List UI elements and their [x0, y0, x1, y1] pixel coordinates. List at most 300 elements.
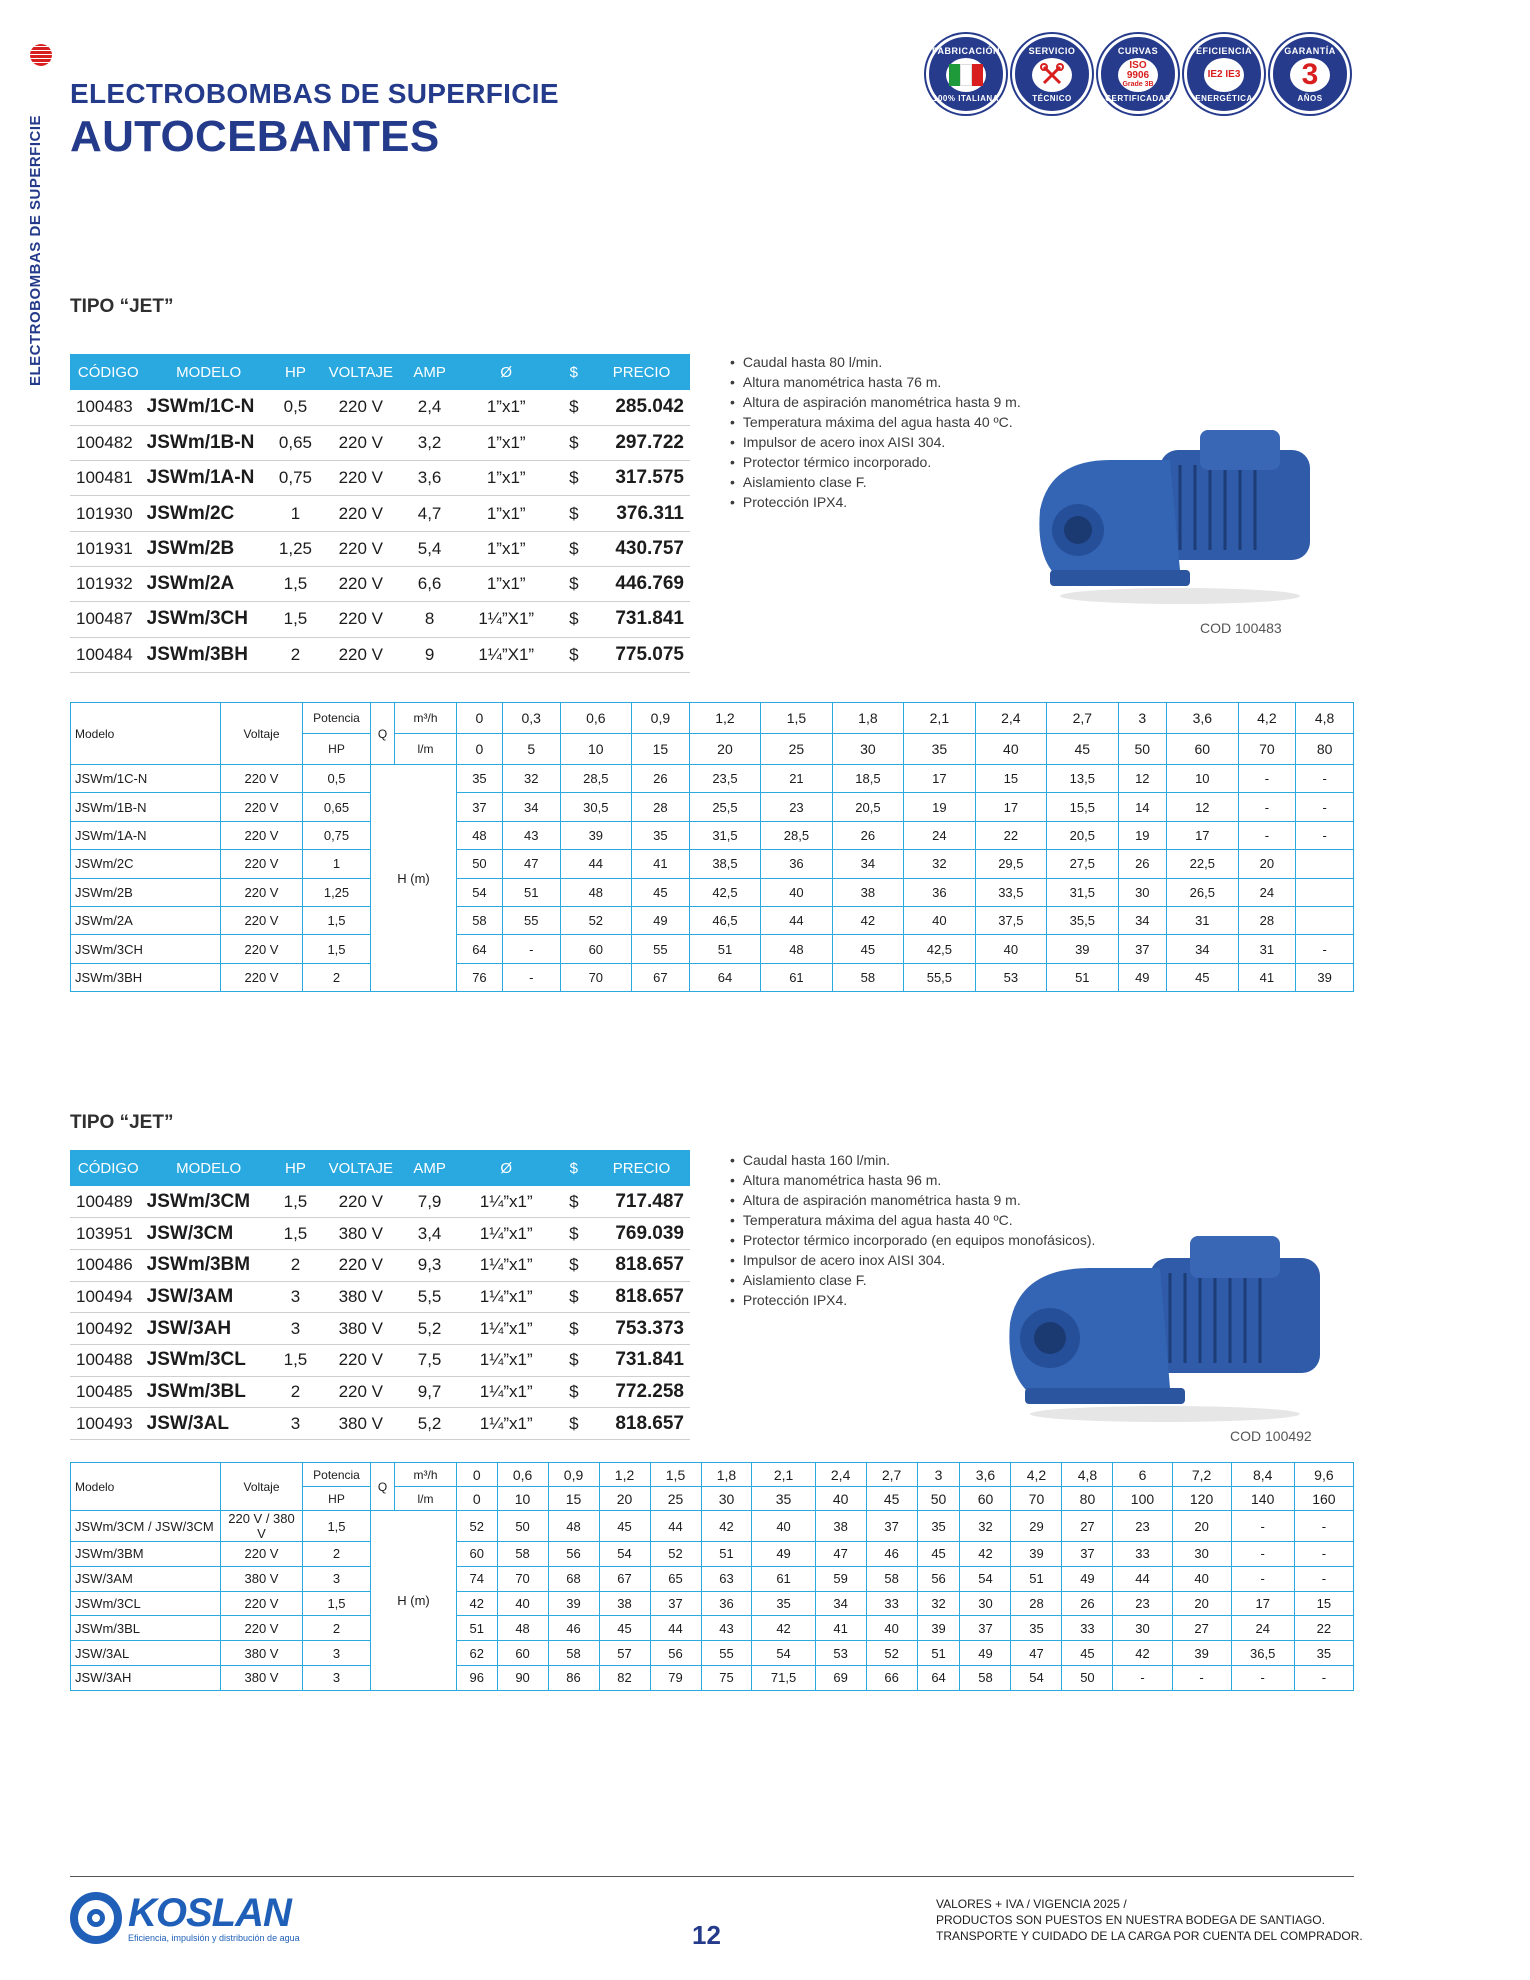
flow-lm: 30: [832, 734, 903, 765]
flow-lm: 20: [689, 734, 760, 765]
perf-voltage: 380 V: [221, 1566, 303, 1591]
head-value: 30: [1113, 1616, 1172, 1641]
head-value: 46: [548, 1616, 599, 1641]
head-value: 35,5: [1047, 906, 1118, 934]
perf-model: JSW/3AL: [71, 1641, 221, 1666]
table-row: [70, 566, 690, 601]
flow-m3h: 3,6: [1167, 703, 1238, 734]
head-value: 19: [1118, 821, 1167, 849]
table-cell: 1,5: [271, 1218, 321, 1250]
head-value: 68: [548, 1566, 599, 1591]
head-value: 56: [650, 1641, 701, 1666]
head-value: 52: [866, 1641, 917, 1666]
head-value: 37: [650, 1591, 701, 1616]
head-value: 39: [560, 821, 631, 849]
table-cell: 100485: [70, 1376, 147, 1408]
head-value: 48: [457, 821, 503, 849]
column-header: AMP: [401, 1150, 457, 1186]
table-cell: 220 V: [320, 637, 401, 672]
head-value: 90: [497, 1665, 548, 1690]
price-table-header: [70, 1150, 690, 1186]
table-cell: $: [555, 390, 593, 425]
table-cell: JSWm/3CL: [147, 1344, 271, 1376]
head-value: 74: [457, 1566, 498, 1591]
table-cell: 4,7: [401, 496, 457, 531]
head-value: 28,5: [761, 821, 832, 849]
head-value: 39: [1172, 1641, 1231, 1666]
table-cell: 769.039: [593, 1218, 690, 1250]
perf-hp: 2: [303, 1616, 371, 1641]
unit-lm: l/m: [395, 734, 457, 765]
head-value: 70: [560, 963, 631, 991]
table-cell: 8: [401, 602, 457, 637]
head-value: 43: [701, 1616, 752, 1641]
table-cell: 0,65: [271, 425, 321, 460]
head-value: 37,5: [975, 906, 1046, 934]
table-cell: 317.575: [593, 461, 690, 496]
flow-m3h: 0,6: [560, 703, 631, 734]
head-value: 58: [832, 963, 903, 991]
head-value: 40: [752, 1511, 815, 1542]
perf-row: [71, 765, 1354, 793]
pump-image-1: [1030, 420, 1330, 610]
head-value: 58: [457, 906, 503, 934]
flow-lm: 40: [815, 1487, 866, 1511]
table-cell: JSWm/2A: [147, 566, 271, 601]
head-value: 17: [1231, 1591, 1294, 1616]
head-value: 64: [917, 1665, 960, 1690]
head-value: 38: [599, 1591, 650, 1616]
table-cell: JSW/3CM: [147, 1218, 271, 1250]
perf-row: [71, 1566, 1354, 1591]
spec-item: • Impulsor de acero inox AISI 304.: [730, 432, 1021, 452]
table-cell: $: [555, 1218, 593, 1250]
perf-voltage: 220 V: [221, 793, 303, 821]
head-value: 26: [832, 821, 903, 849]
flow-m3h: 1,5: [650, 1463, 701, 1487]
table-row: [70, 1186, 690, 1218]
head-value: 39: [548, 1591, 599, 1616]
head-value: 49: [632, 906, 690, 934]
table-cell: 103951: [70, 1218, 147, 1250]
head-value: 52: [560, 906, 631, 934]
table-cell: 1,5: [271, 602, 321, 637]
perf-voltage: 220 V / 380 V: [221, 1511, 303, 1542]
head-value: -: [1231, 1566, 1294, 1591]
head-value: 24: [1238, 878, 1296, 906]
spec-item: • Protector térmico incorporado.: [730, 452, 1021, 472]
head-value: 37: [866, 1511, 917, 1542]
col-hp: HP: [303, 734, 371, 765]
table-cell: 430.757: [593, 531, 690, 566]
unit-lm: l/m: [395, 1487, 457, 1511]
pump-caption-2: COD 100492: [1230, 1428, 1312, 1444]
head-value: 45: [599, 1616, 650, 1641]
table-cell: $: [555, 1408, 593, 1440]
head-value: 45: [599, 1511, 650, 1542]
head-value: 42: [752, 1616, 815, 1641]
head-value: 44: [560, 850, 631, 878]
head-value: 51: [917, 1641, 960, 1666]
head-value: -: [1296, 793, 1354, 821]
column-header: $: [555, 1150, 593, 1186]
head-value: 55: [502, 906, 560, 934]
head-value: 38: [832, 878, 903, 906]
head-value: 79: [650, 1665, 701, 1690]
head-value: 42: [701, 1511, 752, 1542]
flow-lm: 30: [701, 1487, 752, 1511]
head-value: 17: [1167, 821, 1238, 849]
spec-item: • Aislamiento clase F.: [730, 1270, 1095, 1290]
head-value: -: [1296, 765, 1354, 793]
head-value: 41: [815, 1616, 866, 1641]
perf-model: JSWm/3BL: [71, 1616, 221, 1641]
table-cell: $: [555, 566, 593, 601]
head-value: 25,5: [689, 793, 760, 821]
perf-hp: 0,75: [303, 821, 371, 849]
column-header: VOLTAJE: [320, 354, 401, 390]
head-value: 60: [457, 1542, 498, 1567]
page-title-line2: AUTOCEBANTES: [70, 112, 440, 161]
table-cell: 101932: [70, 566, 147, 601]
head-value: 18,5: [832, 765, 903, 793]
head-value: 24: [1231, 1616, 1294, 1641]
head-value: 20: [1172, 1591, 1231, 1616]
head-value: 65: [650, 1566, 701, 1591]
head-value: -: [1296, 821, 1354, 849]
table-cell: 5,4: [401, 531, 457, 566]
table-cell: 1”x1”: [458, 496, 555, 531]
perf-voltage: 380 V: [221, 1665, 303, 1690]
flow-m3h: 8,4: [1231, 1463, 1294, 1487]
perf-model: JSW/3AM: [71, 1566, 221, 1591]
flow-m3h: 2,1: [752, 1463, 815, 1487]
head-value: 31: [1238, 935, 1296, 963]
head-value: 33: [1113, 1542, 1172, 1567]
head-value: -: [1294, 1566, 1353, 1591]
col-potencia: Potencia: [303, 703, 371, 734]
flow-lm: 35: [752, 1487, 815, 1511]
perf-hp: 1,5: [303, 1511, 371, 1542]
perf-model: JSWm/3BH: [71, 963, 221, 991]
head-value: 45: [832, 935, 903, 963]
table-cell: 100493: [70, 1408, 147, 1440]
head-value: 66: [866, 1665, 917, 1690]
perf-hp: 1: [303, 850, 371, 878]
column-header: VOLTAJE: [320, 1150, 401, 1186]
head-value: 53: [975, 963, 1046, 991]
perf-hp: 3: [303, 1641, 371, 1666]
head-value: 42: [457, 1591, 498, 1616]
flow-lm: 0: [457, 1487, 498, 1511]
flow-m3h: 3,6: [960, 1463, 1011, 1487]
perf-model: JSWm/3CL: [71, 1591, 221, 1616]
table-cell: 1,5: [271, 1344, 321, 1376]
badge-garantia: GARANTÍA 3 AÑOS: [1270, 34, 1350, 114]
head-value: 28,5: [560, 765, 631, 793]
flow-lm: 25: [650, 1487, 701, 1511]
head-value: 44: [761, 906, 832, 934]
head-value: 49: [752, 1542, 815, 1567]
table-cell: 100481: [70, 461, 147, 496]
table-cell: 100494: [70, 1281, 147, 1313]
perf-voltage: 220 V: [221, 1591, 303, 1616]
table-cell: 1,5: [271, 566, 321, 601]
head-value: 45: [1062, 1641, 1113, 1666]
head-value: 31,5: [689, 821, 760, 849]
head-value: 52: [650, 1542, 701, 1567]
italy-flag-icon: [946, 58, 986, 92]
head-value: 42,5: [904, 935, 975, 963]
table-cell: 3: [271, 1281, 321, 1313]
perf-voltage: 220 V: [221, 1616, 303, 1641]
table-cell: 1¼”x1”: [458, 1186, 555, 1218]
table-cell: $: [555, 1313, 593, 1345]
performance-table-2: [70, 1462, 1354, 1691]
table-cell: 100486: [70, 1249, 147, 1281]
head-value: 67: [632, 963, 690, 991]
spec-item: • Altura manométrica hasta 96 m.: [730, 1170, 1095, 1190]
head-value: 48: [761, 935, 832, 963]
head-value: 71,5: [752, 1665, 815, 1690]
table-cell: $: [555, 531, 593, 566]
head-value: 69: [815, 1665, 866, 1690]
table-cell: 0,5: [271, 390, 321, 425]
head-value: 27: [1062, 1511, 1113, 1542]
head-value: 48: [560, 878, 631, 906]
col-q: Q: [371, 703, 395, 765]
flow-m3h: 2,1: [904, 703, 975, 734]
certification-badges: [926, 34, 1350, 114]
table-cell: $: [555, 1186, 593, 1218]
head-value: 62: [457, 1641, 498, 1666]
perf-row: [71, 1542, 1354, 1567]
head-value: 21: [761, 765, 832, 793]
table-cell: 1¼”x1”: [458, 1281, 555, 1313]
head-value: 38,5: [689, 850, 760, 878]
head-value: 17: [904, 765, 975, 793]
flow-lm: 120: [1172, 1487, 1231, 1511]
head-value: 40: [497, 1591, 548, 1616]
perf-model: JSWm/1C-N: [71, 765, 221, 793]
head-value: -: [1231, 1511, 1294, 1542]
head-value: 19: [904, 793, 975, 821]
flow-m3h: 2,7: [1047, 703, 1118, 734]
flow-m3h: 4,8: [1062, 1463, 1113, 1487]
head-value: 35: [457, 765, 503, 793]
head-value: 58: [866, 1566, 917, 1591]
table-row: [70, 1281, 690, 1313]
wrench-tools-icon: [1032, 58, 1072, 92]
column-header: HP: [271, 354, 321, 390]
flow-m3h: 7,2: [1172, 1463, 1231, 1487]
badge-eficiencia-energetica: EFICIENCIA IE2 IE3 ENERGÉTICA: [1184, 34, 1264, 114]
badge-curvas-certificadas: CURVAS ISO 9906 Grade 3B CERTIFICADAS: [1098, 34, 1178, 114]
table-row: [70, 461, 690, 496]
spec-item: • Temperatura máxima del agua hasta 40 ºC.: [730, 1210, 1095, 1230]
footer-divider: [70, 1876, 1354, 1877]
perf-model: JSWm/3BM: [71, 1542, 221, 1567]
head-value: 39: [1047, 935, 1118, 963]
head-value: 22: [975, 821, 1046, 849]
spec-item: • Altura de aspiración manométrica hasta 9 m.: [730, 392, 1021, 412]
table-cell: JSWm/2C: [147, 496, 271, 531]
head-value: 63: [701, 1566, 752, 1591]
head-value: 49: [1118, 963, 1167, 991]
flow-m3h: 2,4: [975, 703, 1046, 734]
table-cell: 220 V: [320, 531, 401, 566]
head-value: 10: [1167, 765, 1238, 793]
spec-item: • Protector térmico incorporado (en equipos monofásicos).: [730, 1230, 1095, 1250]
head-value: 50: [457, 850, 503, 878]
table-cell: 775.075: [593, 637, 690, 672]
perf-hp: 0,65: [303, 793, 371, 821]
head-value: 38: [815, 1511, 866, 1542]
head-value: 28: [632, 793, 690, 821]
table-cell: 1¼”x1”: [458, 1313, 555, 1345]
col-voltaje: Voltaje: [221, 703, 303, 765]
badge-servicio-tecnico: SERVICIO TÉCNICO: [1012, 34, 1092, 114]
spec-item: • Caudal hasta 80 l/min.: [730, 352, 1021, 372]
column-header: HP: [271, 1150, 321, 1186]
table-cell: 1¼”x1”: [458, 1376, 555, 1408]
head-value: 41: [632, 850, 690, 878]
flow-m3h: 0,6: [497, 1463, 548, 1487]
table-cell: 220 V: [320, 390, 401, 425]
table-cell: 376.311: [593, 496, 690, 531]
head-value: 12: [1118, 765, 1167, 793]
head-value: 45: [632, 878, 690, 906]
table-cell: 1¼”x1”: [458, 1249, 555, 1281]
flow-m3h: 1,5: [761, 703, 832, 734]
head-value: 50: [497, 1511, 548, 1542]
flow-m3h: 2,7: [866, 1463, 917, 1487]
table-cell: 100487: [70, 602, 147, 637]
table-cell: JSWm/3BL: [147, 1376, 271, 1408]
table-cell: 2: [271, 1249, 321, 1281]
head-value: 46: [866, 1542, 917, 1567]
table-cell: 1¼”X1”: [458, 637, 555, 672]
head-value: [1296, 850, 1354, 878]
section2-title: TIPO “JET”: [70, 1112, 174, 1133]
head-value: 20: [1238, 850, 1296, 878]
head-value: 36,5: [1231, 1641, 1294, 1666]
table-cell: JSWm/1A-N: [147, 461, 271, 496]
head-value: 40: [761, 878, 832, 906]
table-cell: 7,9: [401, 1186, 457, 1218]
head-value: 34: [1167, 935, 1238, 963]
head-value: 54: [457, 878, 503, 906]
col-q: Q: [371, 1463, 395, 1511]
perf-hp: 2: [303, 963, 371, 991]
head-value: 34: [815, 1591, 866, 1616]
head-value: 30: [1118, 878, 1167, 906]
head-value: 51: [457, 1616, 498, 1641]
table-cell: 9: [401, 637, 457, 672]
table-cell: 1,5: [271, 1186, 321, 1218]
ie-mark: IE2 IE3: [1204, 58, 1244, 92]
table-cell: 1,25: [271, 531, 321, 566]
column-header: CÓDIGO: [70, 354, 147, 390]
flow-m3h: 0,9: [632, 703, 690, 734]
perf-model: JSW/3AH: [71, 1665, 221, 1690]
flow-lm: 45: [1047, 734, 1118, 765]
table-cell: 1”x1”: [458, 390, 555, 425]
warranty-years: 3: [1290, 58, 1330, 92]
table-cell: 100483: [70, 390, 147, 425]
perf-row: [71, 821, 1354, 849]
head-value: 24: [904, 821, 975, 849]
head-value: 30: [960, 1591, 1011, 1616]
head-value: -: [1238, 821, 1296, 849]
head-value: 48: [497, 1616, 548, 1641]
perf-model: JSWm/1A-N: [71, 821, 221, 849]
perf-row: [71, 1591, 1354, 1616]
table-cell: 1”x1”: [458, 531, 555, 566]
head-value: 37: [457, 793, 503, 821]
head-value: 36: [701, 1591, 752, 1616]
spec-item: • Temperatura máxima del agua hasta 40 ºC.: [730, 412, 1021, 432]
head-value: 51: [502, 878, 560, 906]
table-cell: 285.042: [593, 390, 690, 425]
head-value: -: [1172, 1665, 1231, 1690]
price-table-header: [70, 354, 690, 390]
page-number: 12: [692, 1920, 721, 1950]
head-value: 61: [761, 963, 832, 991]
perf-voltage: 220 V: [221, 878, 303, 906]
flow-m3h: 0: [457, 1463, 498, 1487]
head-value: 54: [1011, 1665, 1062, 1690]
perf-hp: 1,5: [303, 935, 371, 963]
head-value: 40: [975, 935, 1046, 963]
table-cell: 772.258: [593, 1376, 690, 1408]
table-cell: 3: [271, 1313, 321, 1345]
perf-row: [71, 963, 1354, 991]
head-value: 76: [457, 963, 503, 991]
head-value: 36: [904, 878, 975, 906]
table-cell: 1: [271, 496, 321, 531]
table-row: [70, 531, 690, 566]
head-value: 12: [1167, 793, 1238, 821]
table-cell: 220 V: [320, 602, 401, 637]
table-row: [70, 496, 690, 531]
pump-caption-1: COD 100483: [1200, 620, 1282, 636]
head-value: 40: [1172, 1566, 1231, 1591]
flow-lm: 70: [1238, 734, 1296, 765]
head-value: 58: [960, 1665, 1011, 1690]
perf-voltage: 220 V: [221, 935, 303, 963]
head-value: 44: [1113, 1566, 1172, 1591]
table-row: [70, 1313, 690, 1345]
head-value: -: [1296, 935, 1354, 963]
head-value: 36: [761, 850, 832, 878]
head-value: 44: [650, 1511, 701, 1542]
head-value: 58: [497, 1542, 548, 1567]
table-cell: 220 V: [320, 496, 401, 531]
h-label: H (m): [371, 765, 457, 992]
perf-voltage: 220 V: [221, 1542, 303, 1567]
table-row: [70, 425, 690, 460]
table-cell: 7,5: [401, 1344, 457, 1376]
price-table-2: [70, 1150, 690, 1440]
head-value: 17: [975, 793, 1046, 821]
head-value: 22: [1294, 1616, 1353, 1641]
head-value: 35: [917, 1511, 960, 1542]
head-value: 30,5: [560, 793, 631, 821]
table-cell: 818.657: [593, 1249, 690, 1281]
table-cell: 100492: [70, 1313, 147, 1345]
page-title-line1: ELECTROBOMBAS DE SUPERFICIE: [70, 78, 559, 109]
